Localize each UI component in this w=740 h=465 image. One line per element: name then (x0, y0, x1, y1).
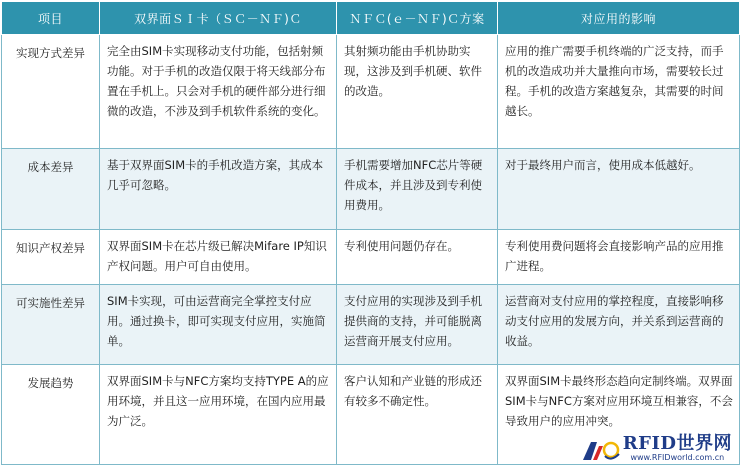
row-name: 成本差异 (2, 149, 100, 230)
cell-nfc: 支付应用的实现涉及到手机提供商的支持，并可能脱离运营商开展支付应用。 (337, 285, 498, 365)
cell-nfc: 客户认知和产业链的形成还有较多不确定性。 (337, 365, 498, 465)
row-name: 发展趋势 (2, 365, 100, 465)
comparison-table (1, 1, 740, 465)
cell-impact: 专利使用费问题将会直接影响产品的应用推广进程。 (498, 230, 740, 285)
header-impact: 对应用的影响 (498, 2, 740, 35)
cell-nfc: 手机需要增加NFC芯片等硬件成本，并且涉及到专利使用费用。 (337, 149, 498, 230)
header-nfc-scheme: ＮＦＣ(ｅ－ＮＦ)Ｃ方案 (337, 2, 498, 35)
table-row (2, 35, 740, 149)
cell-impact: 运营商对支付应用的掌控程度，直接影响移动支付应用的发展方向，并关系到运营商的收益。 (498, 285, 740, 365)
watermark-url: www.RFIDworld.com.cn (630, 453, 725, 462)
row-name: 实现方式差异 (2, 35, 100, 149)
cell-impact: 双界面SIM卡最终形态趋向定制终端。双界面SIM卡与NFC方案对应用环境互相兼容，不会导致用户的应用冲突。 (498, 365, 740, 465)
cell-dual-sim: SIM卡实现，可由运营商完全掌控支付应用。通过换卡，即可实现支付应用，实施简单。 (100, 285, 337, 365)
cell-dual-sim: 双界面SIM卡在芯片级已解决Mifare IP知识产权问题。用户可自由使用。 (100, 230, 337, 285)
watermark-main: RFID世界网 (622, 433, 732, 454)
cell-nfc: 专利使用问题仍存在。 (337, 230, 498, 285)
cell-dual-sim: 双界面SIM卡与NFC方案均支持TYPE A的应用环境，并且这一应用环境，在国内应用最为广泛。 (100, 365, 337, 465)
cell-nfc: 其射频功能由手机协助实现，这涉及到手机硬、软件的改造。 (337, 35, 498, 149)
rfid-world-watermark (581, 434, 734, 462)
row-name: 可实施性差异 (2, 285, 100, 365)
rfid-world-logo-icon (581, 440, 621, 462)
row-name: 知识产权差异 (2, 230, 100, 285)
cell-dual-sim: 完全由SIM卡实现移动支付功能，包括射频功能。对于手机的改造仅限于将天线部分布置在手机上。只会对手机的硬件部分进行细微的改造，不涉及到手机软件系统的变化。 (100, 35, 337, 149)
header-item: 项目 (2, 2, 100, 35)
table-row (2, 149, 740, 230)
cell-impact: 对于最终用户而言，使用成本低越好。 (498, 149, 740, 230)
header-dual-interface-sim: 双界面ＳＩ卡（ＳＣ－ＮＦ)Ｃ (100, 2, 337, 35)
table-row (2, 230, 740, 285)
cell-impact: 应用的推广需要手机终端的广泛支持，而手机的改造成功并大量推向市场，需要较长过程。手机的改造方案越复杂，其需要的时间越长。 (498, 35, 740, 149)
table-row (2, 285, 740, 365)
table-header-row (2, 2, 740, 35)
cell-dual-sim: 基于双界面SIM卡的手机改造方案，其成本几乎可忽略。 (100, 149, 337, 230)
watermark-text (623, 434, 732, 462)
